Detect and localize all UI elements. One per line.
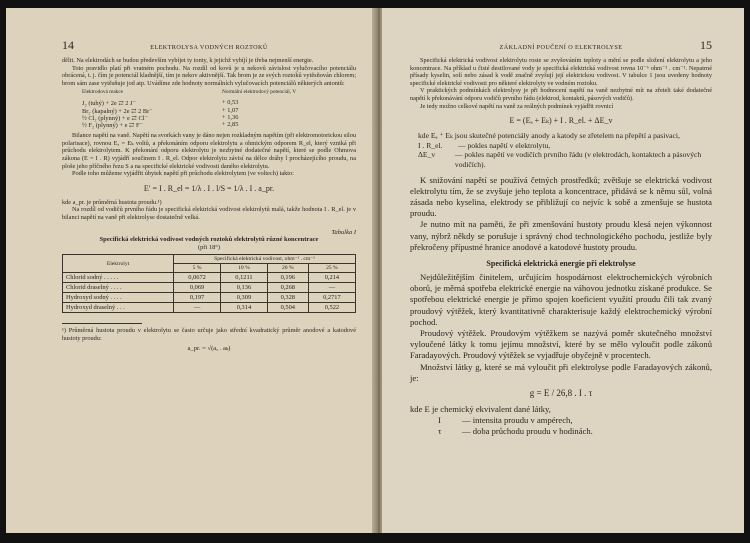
table-cell: —: [308, 283, 355, 293]
resistance-formula: E′ = I . R_el = 1/λ . I . l/S = 1/λ . I . a_pr.: [143, 183, 275, 193]
table-cell: Chlorid sodný . . . . .: [63, 273, 174, 283]
table-subtitle: (při 18°): [198, 244, 220, 252]
table-cell: 0,214: [308, 273, 355, 283]
left-page: [6, 8, 378, 533]
definition-intro: kde E je chemický ekvivalent dané látky,: [410, 403, 551, 414]
equation-row: [82, 121, 356, 128]
running-head: ELEKTROLYSA VODNÝCH ROZTOKŮ: [150, 44, 268, 51]
equation-header: [82, 89, 356, 95]
definition-intro: kde Eₐ ⁺ Eₖ jsou skutečné potenciály anody a katody se zřetelem na přepětí a pasivaci,: [418, 131, 680, 141]
potential: + 0,53: [222, 99, 239, 107]
voltage-definitions: [418, 131, 712, 169]
paragraph: Množství látky g, které se má vyloučit při elektrolyse podle Faradayových zákonů, je:: [410, 361, 712, 383]
paragraph: Toto pravidlo platí při vratném pochodu. Na rozdíl od kovů je u nekovů závislost vylučovacího potenciálu obrácená, t. j. čím je potenciál kladnější, tím je nekov aktivnější. Tak brom je ze svých roztoků vytěsňován chlorem; brom sám zase vytěsňuje jod atp. Uvádíme zde hodnoty normálních vylučovacích potenciálů některých aniontů:: [62, 64, 356, 87]
column-header: 5 %: [174, 264, 221, 273]
equation-header-potential: Normální elektrodový potenciál, V: [222, 89, 297, 96]
paragraph: Je tedy možno celkové napětí na vaně za reálných podmínek vyjádřit rovnicí: [420, 102, 614, 110]
paragraph: Nejdůležitějším činitelem, určujícím hospodárnost elektrochemických výrobních oborů, je měrná spotřeba elektrické energie na váhovou jednotku získané produkce. Se spotřebou elektrické energie je přímo spojen koeficient využití proudu čili tak zvaný proudový výtěžek, který kvantitativně charakterisuje každý elektrochemický výrobní pochod.: [410, 271, 712, 327]
table-caption: Tabulka I: [331, 229, 356, 237]
definition-text: — pokles napětí ve vodičích prvního řádu (v elektrodách, kontaktech a pásových vodičích).: [454, 150, 702, 169]
paragraph: dělit. Na elektrodách se budou především vybíjet ty ionty, k jejichž vybíjí je třeba nejmenší energie.: [62, 57, 314, 64]
footnote-formula: a_pr. = √(aₐ . aₖ): [187, 345, 231, 353]
paragraph: Je nutno mít na paměti, že při zmenšování hustoty proudu klesá nejen výkonnost vany, nýbrž někdy se porušuje i správný chod technologického pochodu, jestliže byly překročeny přípustné hranice anodové a katodové hustoty proudu.: [410, 219, 712, 252]
definition-symbol: ΔE_v: [418, 150, 436, 160]
paragraph: K snižování napětí se používá četných prostředků; zvětšuje se elektrická vodivost elektrolytu tím, že se zvyšuje jeho teplota a koncentrace, přidává se k němu sůl, volná zásada nebo kyselina, elektrody se přibližují co nejvíc k sobě a zmenšuje se hustota proudu.: [410, 174, 712, 219]
left-after-formula: [62, 199, 356, 222]
table-cell: 0,268: [267, 283, 308, 293]
paragraph: Specifická elektrická vodivost elektrolytu roste se zvyšováním teploty a mění se podle složení elektrolytu a jeho koncentrace. Na příklad u čisté destilované vody je specifická elektrická vodivost rovna 10⁻⁶ ohm⁻¹ . cm⁻¹. Nepatrné přísady kyselin, solí nebo zásad k vodě značně zvyšují její elektrickou vodivost. V tabulce 1 jsou uvedeny hodnoty specifické elektrické vodivosti pro některé elektrolyty ve vodném roztoku.: [410, 57, 712, 87]
running-head: ZÁKLADNÍ POUČENÍ O ELEKTROLYSE: [499, 44, 623, 51]
faraday-formula: g = E / 26,8 . I . τ: [529, 387, 593, 398]
left-body: [62, 132, 356, 178]
table-cell: Hydroxyd draselný . . .: [63, 303, 174, 313]
column-header: 20 %: [267, 264, 308, 273]
table-cell: 0,1211: [221, 273, 268, 283]
paragraph: Bilance napětí na vaně. Napětí na svorkách vany je dáno nejen rozkladným napětím (při elektromotorickou silou polarisace), rovnou Eₐ = Eₖ voltů, a překonáním odporu elektrolytu a ohmickým odporem R_el, který vzniká při průchodu elektrolytem. K překonání odporu elektrolytu je nezbytné dodatečné napětí, které se podle Ohmova zákona (E = I . R) vyjádří součinem I . R_el. Odpor elektrolytu závisí na délce dráhy l procházejícího proudu, na ploše jeho příčného řezu S a na specifické elektrické vodivosti daného elektrolytu.: [62, 132, 356, 170]
definition-text: — doba průchodu proudu v hodinách.: [462, 425, 593, 436]
faraday-definitions: [410, 404, 712, 437]
page-number: 15: [699, 38, 712, 52]
table-cell: 0,328: [267, 293, 308, 303]
right-intro: [410, 57, 712, 110]
table-title: Specifická elektrická vodivost vodných roztoků elektrolytů různé koncentrace: [99, 236, 319, 244]
left-intro: [62, 57, 356, 87]
definition-row: [418, 141, 712, 151]
table-cell: 0,196: [267, 273, 308, 283]
column-header: 25 %: [308, 264, 355, 273]
footnote-text: ¹) Průměrná hustota proudu v elektrolytu se často určuje jako střední kvadratický průměr anodové a katodové hustoty proudu:: [62, 327, 356, 342]
table-cell: 0,314: [221, 303, 268, 313]
definition-row: [418, 150, 712, 169]
column-header: Elektrolyt: [63, 255, 174, 273]
section-title: Specifická elektrická energie při elektrolyse: [486, 258, 636, 268]
left-header: [62, 38, 356, 53]
column-group-header: Specifická elektrická vodivost, ohm⁻¹ . cm⁻¹: [174, 255, 356, 264]
section-body: [410, 272, 712, 384]
table-cell: Chlorid draselný . . . .: [63, 283, 174, 293]
equation-row: [82, 114, 356, 121]
potential: + 1,07: [222, 106, 239, 114]
column-header: 10 %: [221, 264, 268, 273]
conductivity-table: [62, 254, 356, 313]
footnote: [62, 327, 356, 352]
paragraph: Podle toho můžeme vyjádřit úbytek napětí při průchodu elektrolytem (ve voltech) takto:: [72, 170, 294, 178]
reaction: Br₂ (kapalný) + 2e ⇄ 2 Br⁻: [82, 107, 153, 115]
table-header-row: [63, 255, 356, 264]
right-page: [382, 8, 744, 533]
definition-symbol: I . R_el.: [418, 140, 443, 150]
potential: + 1,36: [222, 113, 239, 121]
table-cell: 0,197: [174, 293, 221, 303]
table-row: [63, 273, 356, 283]
voltage-equation: E = (Eₐ + Eₖ) + I . R_el. + ΔE_v: [509, 116, 613, 126]
table-row: [63, 283, 356, 293]
right-body: [410, 175, 712, 253]
paragraph: Na rozdíl od vodičů prvního řádu je specifická elektrická vodivost elektrolytů malá, takže hodnota I . R_el. je v bilanci napětí na vaně při elektrolyse dostatečně velká.: [62, 206, 356, 221]
table-cell: 0,0672: [174, 273, 221, 283]
definition-row: [410, 426, 712, 437]
definition-symbol: I: [438, 414, 441, 425]
table-cell: 0,069: [174, 283, 221, 293]
table-row: [63, 303, 356, 313]
right-header: [410, 38, 712, 53]
table-cell: —: [174, 303, 221, 313]
definition-text: — pokles napětí v elektrolytu,: [458, 140, 551, 150]
table-cell: 0,309: [221, 293, 268, 303]
table-cell: 0,504: [267, 303, 308, 313]
definition-symbol: τ: [438, 425, 442, 436]
footnote-divider: [62, 323, 142, 324]
paragraph: kde a_pr. je průměrná hustota proudu.¹): [62, 198, 162, 206]
reaction: J₂ (tuhý) + 2e ⇄ 2 J⁻: [82, 100, 136, 108]
paragraph: Proudový výtěžek. Proudovým výtěžkem se nazývá poměr skutečného množství vyloučené látky k tomu jejímu množství, které by se mělo vyloučit podle zákonů Faradayových. Proudový výtěžek se vyjadřuje obyčejně v procentech.: [410, 327, 712, 361]
table-row: [63, 293, 356, 303]
table-cell: Hydroxyd sodný . . . .: [63, 293, 174, 303]
potential: + 2,85: [222, 120, 239, 128]
equation-header-reaction: Elektrodová reakce: [82, 89, 124, 96]
reaction: ½ F₂ (plynný) + e ⇄ F⁻: [82, 121, 143, 129]
table-cell: 0,136: [221, 283, 268, 293]
table-cell: 0,2717: [308, 293, 355, 303]
equation-list: [82, 99, 356, 128]
equation-row: [82, 107, 356, 114]
page-number: 14: [62, 38, 74, 52]
table-cell: 0,522: [308, 303, 355, 313]
reaction: ½ Cl₂ (plynný) + e ⇄ Cl⁻: [82, 114, 148, 122]
definition-row: [410, 415, 712, 426]
equation-row: [82, 99, 356, 106]
definition-text: — intensita proudu v ampérech,: [462, 414, 573, 425]
paragraph: V praktických podmínkách elektrolysy je při hodnocení napětí na vaně nezbytné mít na zřeteli také dodatečné napětí k překonávání odporu vodičů prvního řádu (elektrod, kontaktů, pásových vodičů).: [410, 87, 712, 102]
